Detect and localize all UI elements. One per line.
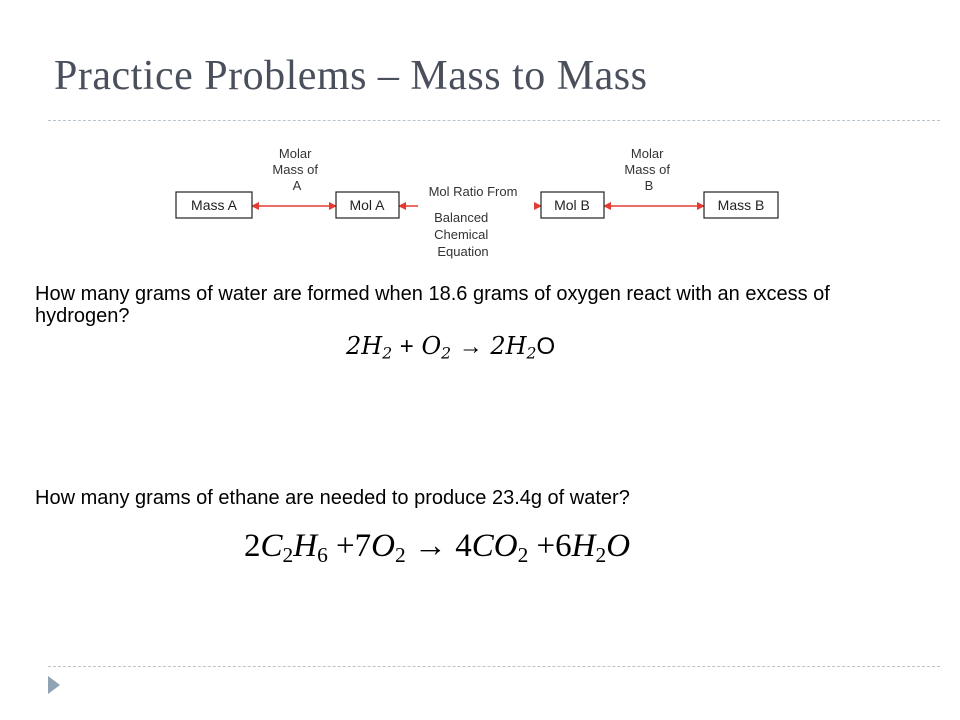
box-mol-b-label: Mol B xyxy=(554,197,590,213)
label-balanced-equation: Balanced Chemical Equation xyxy=(434,210,489,259)
title-divider xyxy=(48,120,940,121)
slide-title: Practice Problems – Mass to Mass xyxy=(54,53,648,99)
triangle-bullet-icon xyxy=(48,676,60,694)
footer-divider xyxy=(48,666,940,667)
mass-to-mass-diagram xyxy=(170,138,790,268)
box-mass-b-label: Mass B xyxy=(717,197,765,213)
label-mol-ratio: Mol Ratio From xyxy=(428,184,518,199)
label-molar-mass-b: Molar Mass of B xyxy=(624,146,670,193)
label-molar-mass-a: Molar Mass of A xyxy=(272,146,318,193)
question-1: How many grams of water are formed when 18.6 grams of oxygen react with an excess of hydrogen? xyxy=(35,283,830,327)
question-2: How many grams of ethane are needed to produce 23.4g of water? xyxy=(35,487,630,509)
equation-water-formation: $2H_2 + O_2 \to 2H_2O$ xyxy=(346,332,556,363)
box-mol-a-label: Mol A xyxy=(349,197,385,213)
box-mass-a-label: Mass A xyxy=(191,197,237,213)
equation-ethane-combustion: $2C_2H_6 +7O_2 \to 4CO_2 +6H_2O$ xyxy=(244,528,631,567)
